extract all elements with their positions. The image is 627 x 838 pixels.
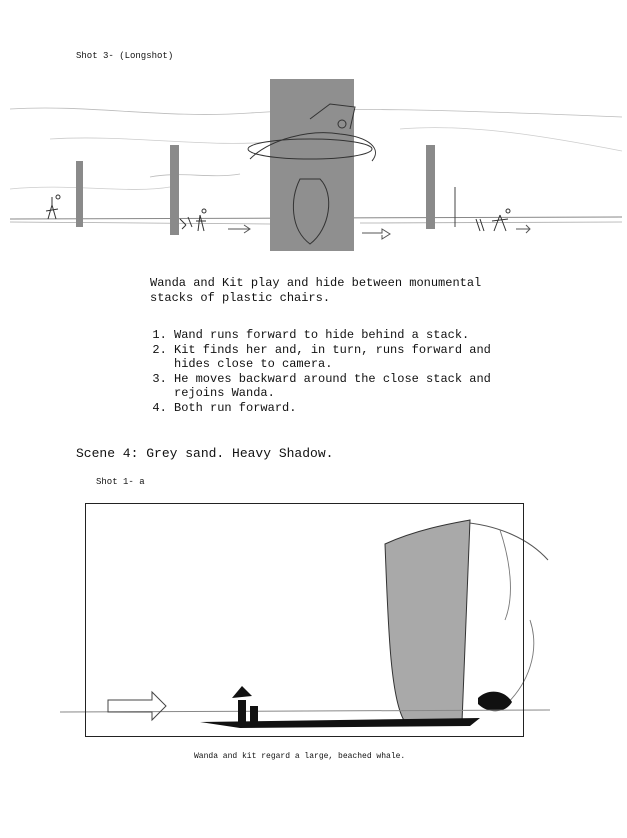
step-item: 4. Both run forward. [174, 401, 504, 416]
step-item: 2. Kit finds her and, in turn, runs forward and hides close to camera. [174, 343, 504, 372]
chair-stack-close [270, 79, 354, 251]
step-item: 3. He moves backward around the close stack and rejoins Wanda. [174, 372, 504, 401]
shot3-steps [150, 328, 504, 416]
shot3-sketch [10, 79, 622, 251]
shot3-label: Shot 3- (Longshot) [76, 51, 174, 61]
scene4-heading: Scene 4: Grey sand. Heavy Shadow. [76, 446, 334, 461]
chair-stack-left [170, 145, 179, 235]
shot1a-label: Shot 1- a [96, 477, 145, 487]
shot1a-caption: Wanda and kit regard a large, beached whale. [194, 752, 406, 761]
step-item: 1. Wand runs forward to hide behind a stack. [174, 328, 504, 343]
shot3-storyboard-panel [10, 79, 622, 251]
shot1a-frame [85, 503, 524, 737]
shot3-description: Wanda and Kit play and hide between monumental stacks of plastic chairs. [150, 276, 482, 305]
chair-stack-far-left [76, 161, 83, 227]
chair-stack-right [426, 145, 435, 229]
